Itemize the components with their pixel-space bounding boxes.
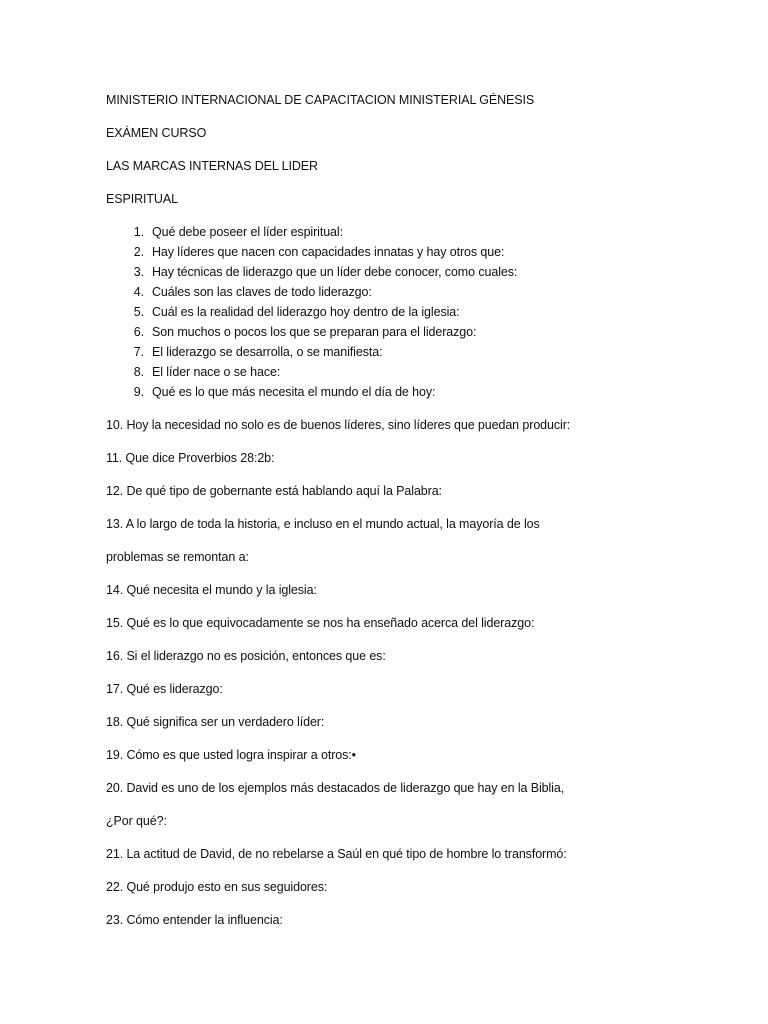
question-line: 21. La actitud de David, de no rebelarse a Saúl en qué tipo de hombre lo transformó: (106, 847, 567, 861)
list-item-number: 4. (133, 285, 144, 299)
question-line: 14. Qué necesita el mundo y la iglesia: (106, 583, 317, 597)
question-line: 17. Qué es liderazgo: (106, 682, 223, 696)
exam-heading: EXÁMEN CURSO (106, 126, 207, 140)
list-item-number: 6. (133, 325, 144, 339)
question-line: 15. Qué es lo que equivocadamente se nos ha enseñado acerca del liderazgo: (106, 616, 535, 630)
list-item (106, 344, 382, 360)
question-line: 22. Qué produjo esto en sus seguidores: (106, 880, 328, 894)
list-item-number: 3. (133, 265, 144, 279)
list-item-text: Cuáles son las claves de todo liderazgo: (152, 285, 372, 299)
question-line: problemas se remontan a: (106, 550, 249, 564)
list-item (106, 284, 372, 300)
list-item-number: 7. (133, 345, 144, 359)
question-line: 16. Si el liderazgo no es posición, entonces que es: (106, 649, 386, 663)
list-item-number: 8. (133, 365, 144, 379)
question-line: 10. Hoy la necesidad no solo es de buenos líderes, sino líderes que puedan producir: (106, 418, 571, 432)
institution-heading: MINISTERIO INTERNACIONAL DE CAPACITACION MINISTERIAL GÉNESIS (106, 93, 535, 107)
list-item (106, 364, 280, 380)
list-item (106, 264, 517, 280)
list-item-text: Cuál es la realidad del liderazgo hoy dentro de la iglesia: (152, 305, 460, 319)
list-item (106, 304, 460, 320)
list-item-text: Son muchos o pocos los que se preparan para el liderazgo: (152, 325, 477, 339)
list-item-text: Qué debe poseer el líder espiritual: (152, 225, 343, 239)
question-line: 18. Qué significa ser un verdadero líder: (106, 715, 325, 729)
list-item-number: 1. (133, 225, 144, 239)
question-line: ¿Por qué?: (106, 814, 167, 828)
course-title: LAS MARCAS INTERNAS DEL LIDER (106, 159, 318, 173)
course-subtitle: ESPIRITUAL (106, 192, 178, 206)
list-item-number: 9. (133, 385, 144, 399)
list-item-text: Hay líderes que nacen con capacidades innatas y hay otros que: (152, 245, 505, 259)
list-item-text: Hay técnicas de liderazgo que un líder debe conocer, como cuales: (152, 265, 518, 279)
question-line: 23. Cómo entender la influencia: (106, 913, 283, 927)
question-line: 13. A lo largo de toda la historia, e incluso en el mundo actual, la mayoría de los (106, 517, 540, 531)
list-item (106, 244, 504, 260)
list-item (106, 384, 435, 400)
list-item-text: Qué es lo que más necesita el mundo el día de hoy: (152, 385, 436, 399)
question-line: 19. Cómo es que usted logra inspirar a otros:• (106, 748, 356, 762)
list-item-text: El liderazgo se desarrolla, o se manifiesta: (152, 345, 383, 359)
list-item-number: 5. (133, 305, 144, 319)
list-item-text: El líder nace o se hace: (152, 365, 281, 379)
question-line: 12. De qué tipo de gobernante está hablando aquí la Palabra: (106, 484, 442, 498)
list-item-number: 2. (133, 245, 144, 259)
list-item (106, 324, 476, 340)
question-line: 11. Que dice Proverbios 28:2b: (106, 451, 275, 465)
list-item (106, 224, 343, 240)
question-line: 20. David es uno de los ejemplos más destacados de liderazgo que hay en la Biblia, (106, 781, 565, 795)
